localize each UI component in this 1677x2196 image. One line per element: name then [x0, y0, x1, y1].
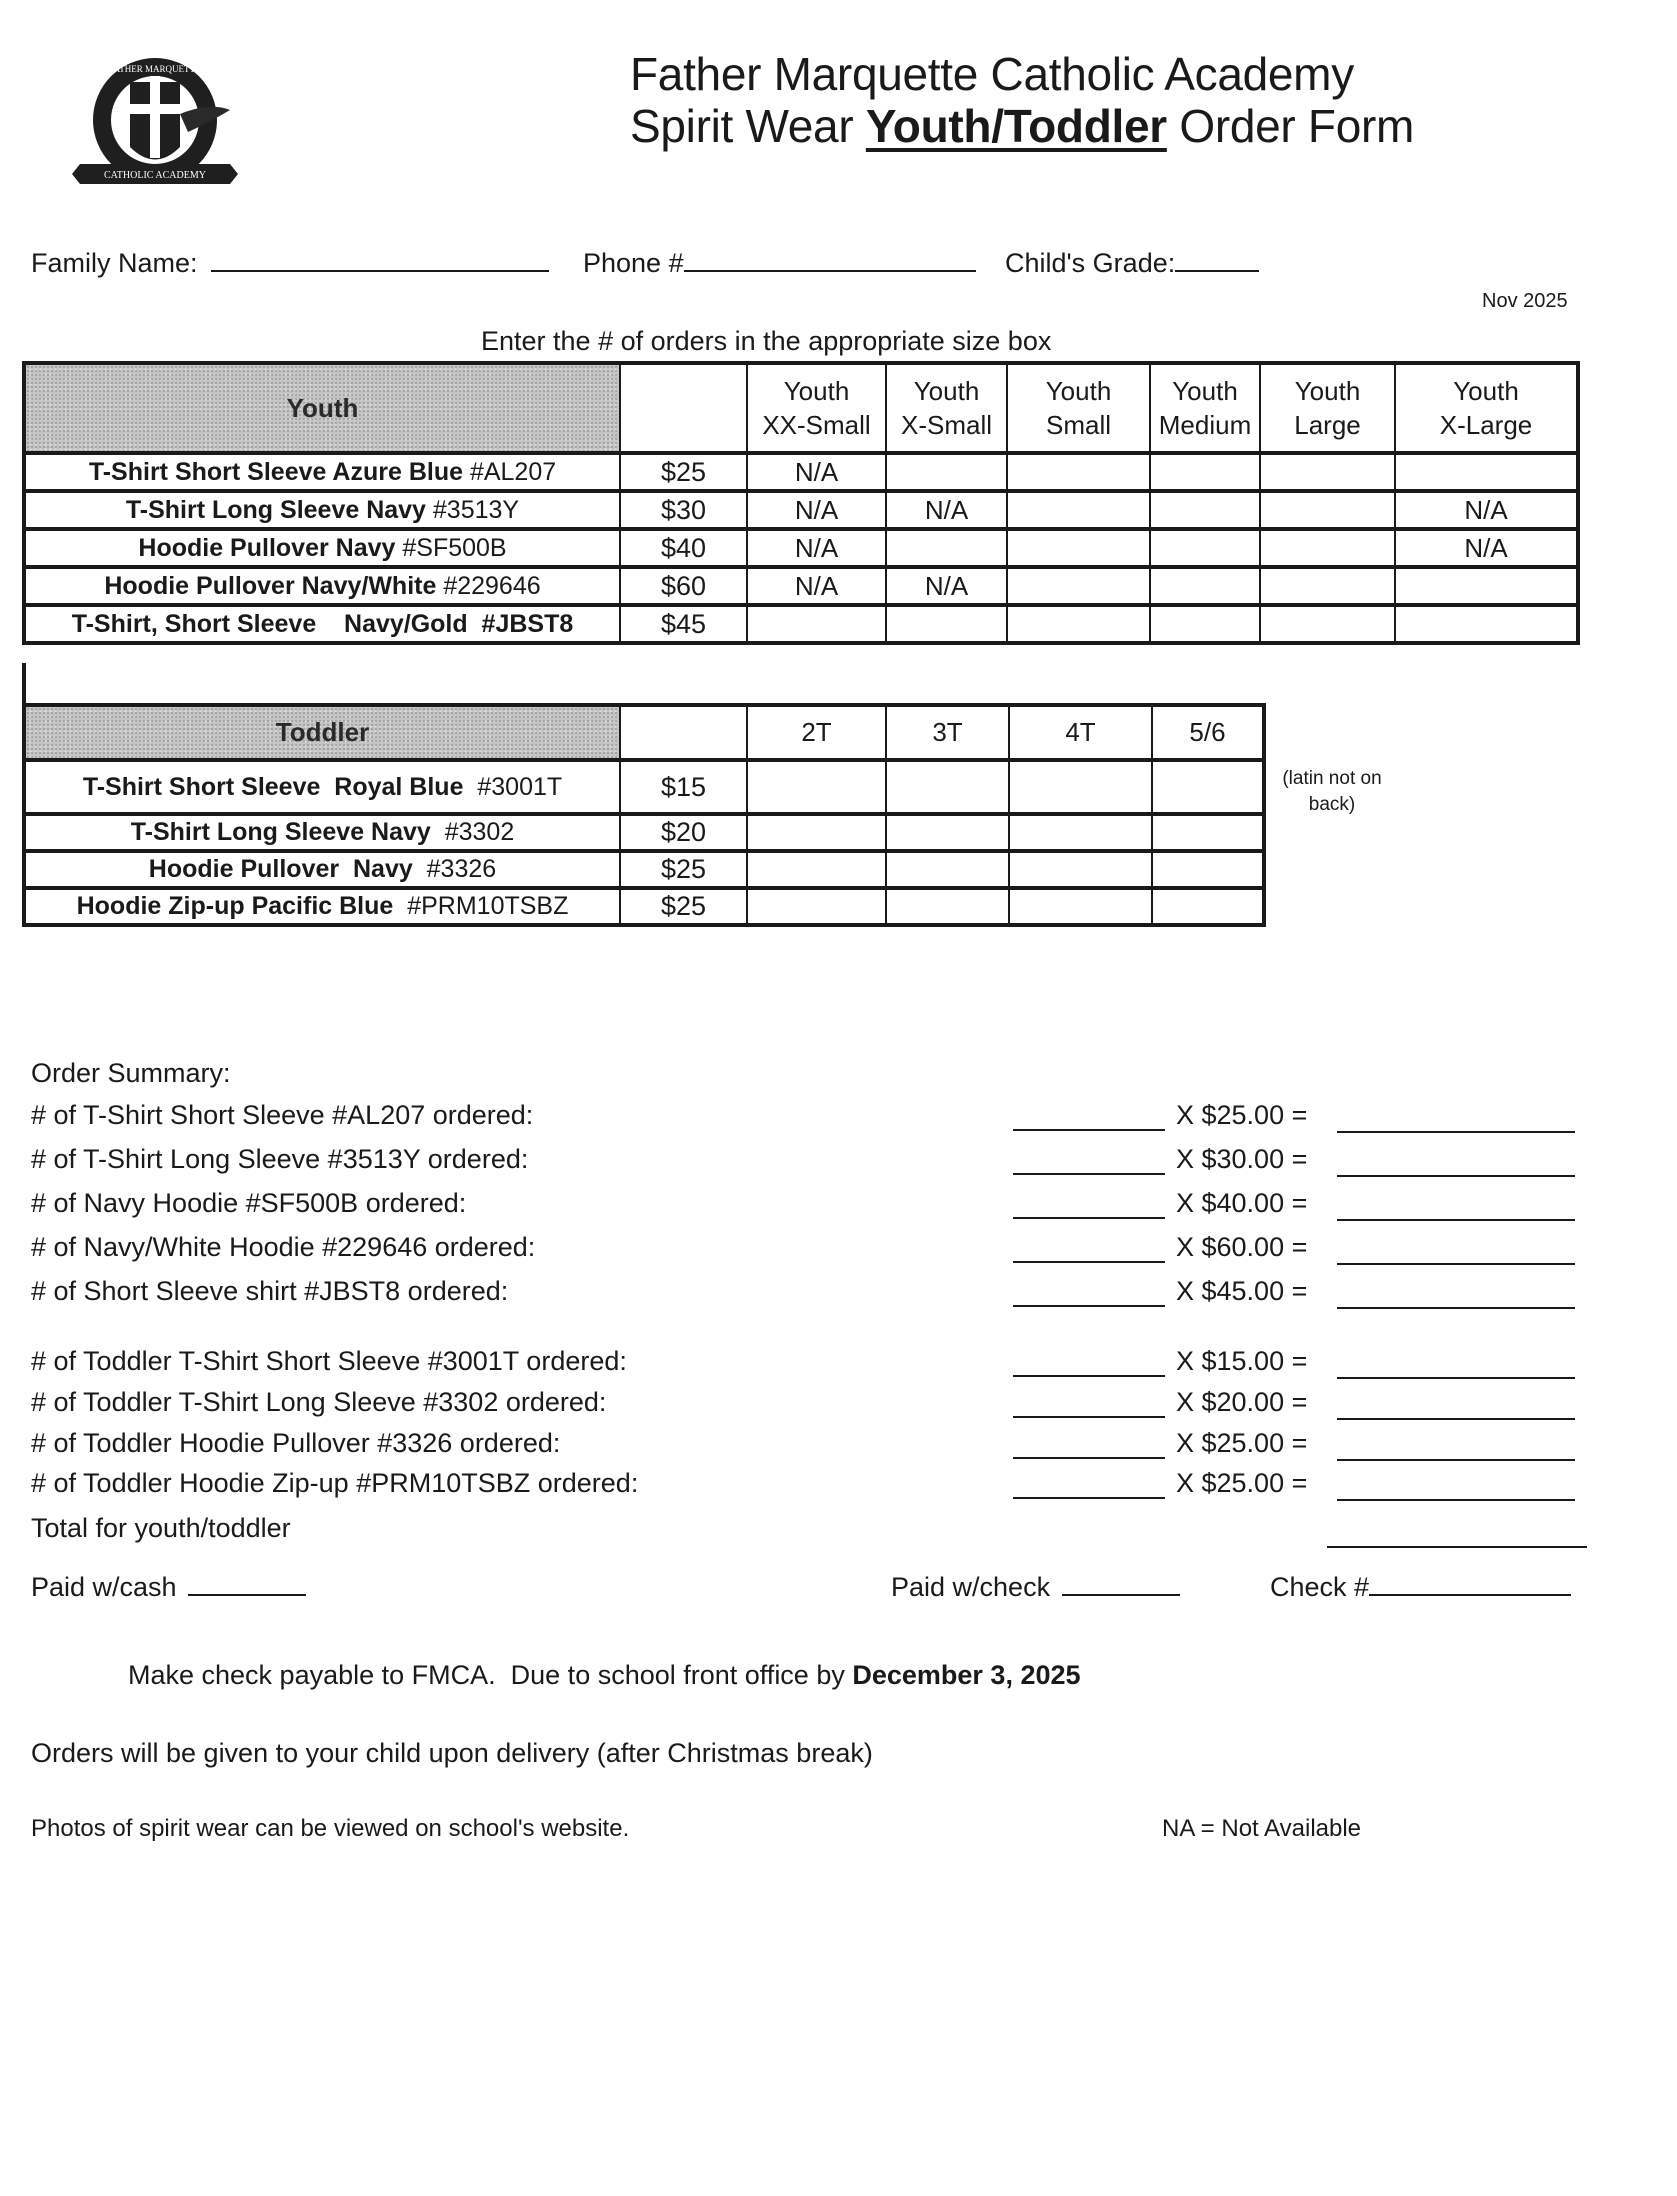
- summary-line-total[interactable]: [1337, 1392, 1575, 1420]
- grade-field: [1005, 246, 1259, 279]
- item-price: $40: [620, 529, 747, 567]
- summary-multiplier: X $25.00 =: [1176, 1468, 1308, 1498]
- item-price: $25: [620, 851, 747, 888]
- form-date: Nov 2025: [1482, 290, 1568, 312]
- item-price: $60: [620, 567, 747, 605]
- table-row: [24, 814, 1264, 851]
- item-name: T-Shirt Long Sleeve Navy #3513Y: [24, 491, 620, 529]
- qty-cell: N/A: [747, 491, 886, 529]
- qty-cell[interactable]: [1009, 760, 1152, 814]
- item-price: $25: [620, 453, 747, 491]
- qty-cell[interactable]: [1395, 605, 1578, 643]
- payment-instructions: Make check payable to FMCA. Due to school front office by December 3, 2025: [128, 1660, 1081, 1690]
- qty-cell[interactable]: [1009, 888, 1152, 925]
- summary-qty-input[interactable]: [1013, 1349, 1165, 1377]
- family-name-field: [31, 246, 549, 279]
- item-name: Hoodie Pullover Navy/White #229646: [24, 567, 620, 605]
- svg-text:FATHER MARQUETTE: FATHER MARQUETTE: [109, 64, 201, 74]
- qty-cell[interactable]: [1007, 491, 1150, 529]
- paid-cash-label: Paid w/cash: [31, 1572, 177, 1602]
- qty-cell[interactable]: [886, 605, 1007, 643]
- paid-check-label: Paid w/check: [891, 1572, 1051, 1602]
- youth-order-table: [22, 361, 1580, 645]
- item-price: $45: [620, 605, 747, 643]
- size-header-3t: 3T: [886, 705, 1009, 760]
- summary-multiplier: X $60.00 =: [1176, 1232, 1308, 1262]
- summary-line-total[interactable]: [1337, 1351, 1575, 1379]
- qty-cell: N/A: [747, 567, 886, 605]
- qty-cell[interactable]: [1150, 605, 1260, 643]
- qty-cell[interactable]: [747, 760, 886, 814]
- summary-line-total[interactable]: [1337, 1433, 1575, 1461]
- summary-line-label: # of Toddler T-Shirt Long Sleeve #3302 ordered:: [31, 1387, 607, 1417]
- grand-total-input[interactable]: [1327, 1520, 1587, 1548]
- phone-input[interactable]: [684, 246, 976, 272]
- qty-cell[interactable]: [1260, 491, 1395, 529]
- summary-line-total[interactable]: [1337, 1281, 1575, 1309]
- summary-qty-input[interactable]: [1013, 1103, 1165, 1131]
- item-price: $30: [620, 491, 747, 529]
- delivery-note: Orders will be given to your child upon delivery (after Christmas break): [31, 1738, 873, 1768]
- qty-cell[interactable]: [886, 888, 1009, 925]
- school-crest-icon: [70, 52, 250, 202]
- summary-line-label: # of Navy/White Hoodie #229646 ordered:: [31, 1232, 536, 1262]
- qty-cell[interactable]: [886, 529, 1007, 567]
- item-name: T-Shirt Short Sleeve Azure Blue #AL207: [24, 453, 620, 491]
- toddler-section-label: Toddler: [24, 705, 620, 760]
- svg-text:CATHOLIC ACADEMY: CATHOLIC ACADEMY: [104, 170, 206, 181]
- phone-field: [583, 246, 976, 279]
- toddler-order-table: [22, 703, 1266, 927]
- grade-input[interactable]: [1175, 246, 1259, 272]
- item-name: Hoodie Zip-up Pacific Blue #PRM10TSBZ: [24, 888, 620, 925]
- item-name: Hoodie Pullover Navy #3326: [24, 851, 620, 888]
- qty-cell[interactable]: [1150, 529, 1260, 567]
- qty-cell[interactable]: [1007, 453, 1150, 491]
- summary-qty-input[interactable]: [1013, 1431, 1165, 1459]
- table-row: [24, 491, 1578, 529]
- qty-cell[interactable]: [747, 851, 886, 888]
- summary-qty-input[interactable]: [1013, 1471, 1165, 1499]
- due-date: December 3, 2025: [852, 1660, 1081, 1690]
- summary-title: Order Summary:: [31, 1058, 231, 1088]
- qty-cell[interactable]: [1150, 567, 1260, 605]
- na-legend: NA = Not Available: [1162, 1815, 1362, 1842]
- qty-cell[interactable]: [1009, 851, 1152, 888]
- table-row: [24, 888, 1264, 925]
- qty-cell[interactable]: [747, 814, 886, 851]
- size-header-xs: Youth X-Small: [886, 363, 1007, 453]
- qty-cell[interactable]: [886, 814, 1009, 851]
- summary-multiplier: X $40.00 =: [1176, 1188, 1308, 1218]
- summary-qty-input[interactable]: [1013, 1191, 1165, 1219]
- family-name-input[interactable]: [211, 246, 549, 272]
- grade-label: Child's Grade:: [1005, 248, 1176, 278]
- table-row: [24, 453, 1578, 491]
- paid-cash-input[interactable]: [188, 1570, 306, 1596]
- size-header-xxs: Youth XX-Small: [747, 363, 886, 453]
- item-name: Hoodie Pullover Navy #SF500B: [24, 529, 620, 567]
- title-form-name: Spirit Wear Youth/Toddler Order Form: [630, 100, 1415, 152]
- qty-cell: N/A: [1395, 529, 1578, 567]
- qty-cell[interactable]: [1007, 567, 1150, 605]
- page-title: [630, 48, 1414, 152]
- qty-cell[interactable]: [1152, 888, 1264, 925]
- qty-cell[interactable]: [1260, 529, 1395, 567]
- qty-cell[interactable]: [1152, 760, 1264, 814]
- table-row: [24, 567, 1578, 605]
- qty-cell: N/A: [886, 491, 1007, 529]
- toddler-header-row: [24, 705, 1264, 760]
- summary-qty-input[interactable]: [1013, 1147, 1165, 1175]
- item-price: $20: [620, 814, 747, 851]
- qty-cell[interactable]: [886, 851, 1009, 888]
- check-number-label: Check #: [1270, 1572, 1370, 1602]
- size-header-m: Youth Medium: [1150, 363, 1260, 453]
- qty-cell: N/A: [1395, 491, 1578, 529]
- summary-line-total[interactable]: [1337, 1149, 1575, 1177]
- phone-label: Phone #: [583, 248, 684, 278]
- title-emphasis: Youth/Toddler: [865, 100, 1167, 152]
- summary-qty-input[interactable]: [1013, 1279, 1165, 1307]
- toddler-note: (latin not on back): [1282, 768, 1382, 815]
- paid-check-input[interactable]: [1062, 1570, 1180, 1596]
- summary-line-label: # of Toddler Hoodie Zip-up #PRM10TSBZ ordered:: [31, 1468, 639, 1498]
- summary-multiplier: X $45.00 =: [1176, 1276, 1308, 1306]
- qty-cell[interactable]: [1150, 453, 1260, 491]
- summary-line-label: # of Toddler T-Shirt Short Sleeve #3001T ordered:: [31, 1346, 627, 1376]
- family-name-label: Family Name:: [31, 248, 198, 278]
- summary-line-total[interactable]: [1337, 1237, 1575, 1265]
- summary-line-label: # of T-Shirt Long Sleeve #3513Y ordered:: [31, 1144, 529, 1174]
- youth-section-label: Youth: [24, 363, 620, 453]
- qty-cell[interactable]: [1260, 605, 1395, 643]
- size-header-l: Youth Large: [1260, 363, 1395, 453]
- qty-cell[interactable]: [1007, 529, 1150, 567]
- qty-cell[interactable]: [1395, 453, 1578, 491]
- photos-note: Photos of spirit wear can be viewed on school's website.: [31, 1815, 630, 1842]
- item-name: T-Shirt Long Sleeve Navy #3302: [24, 814, 620, 851]
- qty-cell: N/A: [747, 453, 886, 491]
- size-header-5-6: 5/6: [1152, 705, 1264, 760]
- qty-cell[interactable]: [747, 888, 886, 925]
- size-header-s: Youth Small: [1007, 363, 1150, 453]
- youth-header-row: [24, 363, 1578, 453]
- qty-cell[interactable]: [1007, 605, 1150, 643]
- size-header-4t: 4T: [1009, 705, 1152, 760]
- summary-qty-input[interactable]: [1013, 1390, 1165, 1418]
- qty-cell: N/A: [886, 567, 1007, 605]
- qty-cell[interactable]: [1009, 814, 1152, 851]
- qty-cell[interactable]: [886, 453, 1007, 491]
- item-name: T-Shirt, Short Sleeve Navy/Gold #JBST8: [24, 605, 620, 643]
- summary-line-label: # of Navy Hoodie #SF500B ordered:: [31, 1188, 467, 1218]
- size-header-xl: Youth X-Large: [1395, 363, 1578, 453]
- qty-cell: N/A: [747, 529, 886, 567]
- qty-cell[interactable]: [747, 605, 886, 643]
- item-price: $15: [620, 760, 747, 814]
- table-row: [24, 760, 1264, 814]
- summary-multiplier: X $20.00 =: [1176, 1387, 1308, 1417]
- grand-total-label: Total for youth/toddler: [31, 1513, 291, 1543]
- price-header: [620, 705, 747, 760]
- summary-line-label: # of T-Shirt Short Sleeve #AL207 ordered:: [31, 1100, 534, 1130]
- title-school-name: Father Marquette Catholic Academy: [630, 48, 1354, 100]
- item-name: T-Shirt Short Sleeve Royal Blue #3001T: [24, 760, 620, 814]
- qty-cell[interactable]: [1260, 567, 1395, 605]
- summary-multiplier: X $25.00 =: [1176, 1100, 1308, 1130]
- instruction-text: Enter the # of orders in the appropriate size box: [481, 326, 1052, 356]
- summary-line-label: # of Short Sleeve shirt #JBST8 ordered:: [31, 1276, 509, 1306]
- paid-check-field: [891, 1570, 1180, 1603]
- check-number-field: [1270, 1570, 1571, 1603]
- summary-line-total[interactable]: [1337, 1193, 1575, 1221]
- summary-qty-input[interactable]: [1013, 1235, 1165, 1263]
- summary-line-total[interactable]: [1337, 1473, 1575, 1501]
- summary-line-label: # of Toddler Hoodie Pullover #3326 ordered:: [31, 1428, 561, 1458]
- table-row: [24, 529, 1578, 567]
- table-row: [24, 851, 1264, 888]
- qty-cell[interactable]: [1152, 814, 1264, 851]
- size-header-2t: 2T: [747, 705, 886, 760]
- qty-cell[interactable]: [1395, 567, 1578, 605]
- paid-cash-field: [31, 1570, 306, 1603]
- qty-cell[interactable]: [1150, 491, 1260, 529]
- qty-cell[interactable]: [1260, 453, 1395, 491]
- check-number-input[interactable]: [1369, 1570, 1571, 1596]
- table-divider: [22, 663, 26, 705]
- summary-multiplier: X $30.00 =: [1176, 1144, 1308, 1174]
- price-header: [620, 363, 747, 453]
- qty-cell[interactable]: [886, 760, 1009, 814]
- summary-multiplier: X $25.00 =: [1176, 1428, 1308, 1458]
- qty-cell[interactable]: [1152, 851, 1264, 888]
- summary-line-total[interactable]: [1337, 1105, 1575, 1133]
- summary-multiplier: X $15.00 =: [1176, 1346, 1308, 1376]
- item-price: $25: [620, 888, 747, 925]
- table-row: [24, 605, 1578, 643]
